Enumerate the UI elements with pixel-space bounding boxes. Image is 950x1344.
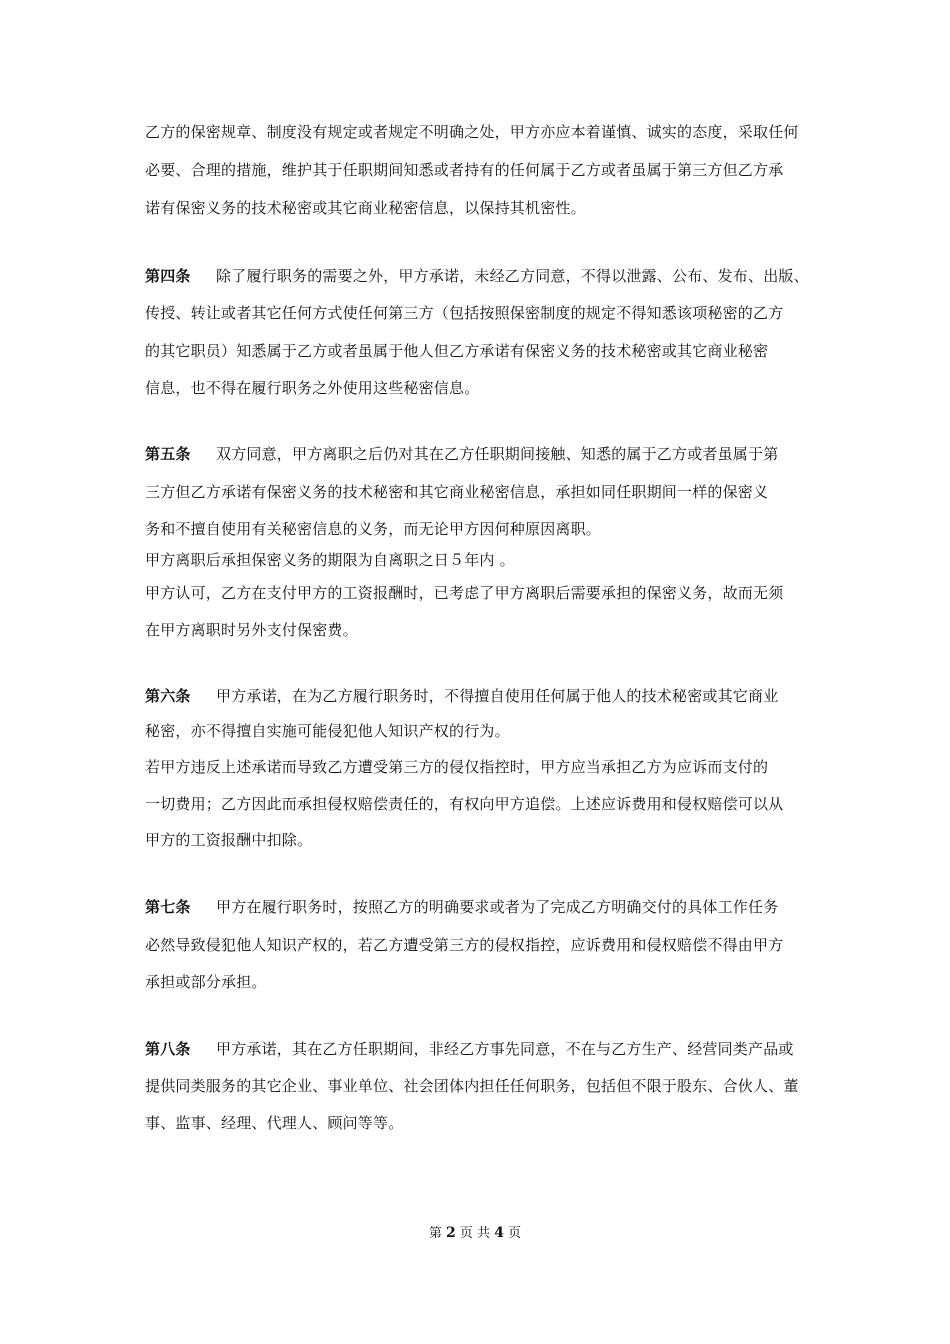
article-8-heading: 第八条	[145, 1040, 191, 1058]
footer-suffix: 页	[508, 1226, 522, 1241]
article-7-line-3: 承担或部分承担。	[145, 973, 267, 991]
article-7-text: 甲方在履行职务时，按照乙方的明确要求或者为了完成乙方明确交付的具体工作任务	[216, 898, 779, 916]
footer-prefix: 第	[428, 1226, 442, 1241]
article-4-line-4: 信息，也不得在履行职务之外使用这些秘密信息。	[145, 379, 480, 397]
article-7-heading: 第七条	[145, 898, 191, 916]
intro-line-1: 乙方的保密规章、制度没有规定或者规定不明确之处，甲方亦应本着谨慎、诚实的态度，采取任何	[145, 123, 799, 141]
article-5-line-3: 务和不擅自使用有关秘密信息的义务，而无论甲方因何种原因离职。	[145, 520, 602, 538]
article-4-line-1	[145, 266, 809, 286]
article-6-line-2: 秘密，亦不得擅自实施可能侵犯他人知识产权的行为。	[145, 722, 510, 740]
article-8-line-3: 事、监事、经理、代理人、顾问等等。	[145, 1114, 404, 1132]
article-5-text: 双方同意，甲方离职之后仍对其在乙方任职期间接触、知悉的属于乙方或者虽属于第	[216, 445, 779, 463]
article-4-text: 除了履行职务的需要之外，甲方承诺，未经乙方同意，不得以泄露、公布、发布、出版、	[216, 267, 809, 285]
page-footer	[0, 1224, 950, 1243]
article-5-line-4: 甲方离职后承担保密义务的期限为自离职之日５年内 。	[145, 551, 515, 569]
article-6-line-3: 若甲方违反上述承诺而导致乙方遭受第三方的侵仅指控时，甲方应当承担乙方为应诉而支付的	[145, 758, 769, 776]
article-6-line-1	[145, 686, 778, 706]
intro-line-3: 诺有保密义务的技术秘密或其它商业秘密信息，以保持其机密性。	[145, 199, 586, 217]
footer-middle: 页 共	[459, 1226, 491, 1241]
article-6-line-4: 一切费用；乙方因此而承担侵权赔偿责任的，有权向甲方追偿。上述应诉费用和侵权赔偿可以从	[145, 795, 784, 813]
article-4-line-3: 的其它职员）知悉属于乙方或者虽属于他人但乙方承诺有保密义务的技术秘密或其它商业秘密	[145, 342, 769, 360]
current-page-number: 2	[446, 1225, 456, 1241]
article-5-line-1	[145, 444, 778, 464]
article-8-text: 甲方承诺，其在乙方任职期间，非经乙方事先同意，不在与乙方生产、经营同类产品或	[216, 1040, 794, 1058]
article-4-line-2: 传授、转让或者其它任何方式使任何第三方（包括按照保密制度的规定不得知悉该项秘密的乙方	[145, 304, 784, 322]
article-8-line-2: 提供同类服务的其它企业、事业单位、社会团体内担任任何职务，包括但不限于股东、合伙人、董	[145, 1077, 799, 1095]
article-5-line-2: 三方但乙方承诺有保密义务的技术秘密和其它商业秘密信息，承担如同任职期间一样的保密义	[145, 483, 769, 501]
article-5-heading: 第五条	[145, 445, 191, 463]
article-4-heading: 第四条	[145, 267, 191, 285]
intro-line-2: 必要、合理的措施，维护其于任职期间知悉或者持有的任何属于乙方或者虽属于第三方但乙方承	[145, 161, 784, 179]
article-5-line-5: 甲方认可，乙方在支付甲方的工资报酬时，已考虑了甲方离职后需要承担的保密义务，故而无须	[145, 584, 784, 602]
total-page-number: 4	[494, 1225, 504, 1241]
article-6-text: 甲方承诺，在为乙方履行职务时，不得擅自使用任何属于他人的技术秘密或其它商业	[216, 687, 779, 705]
article-5-line-6: 在甲方离职时另外支付保密费。	[145, 621, 358, 639]
article-6-heading: 第六条	[145, 687, 191, 705]
article-7-line-1	[145, 897, 778, 917]
article-6-line-5: 甲方的工资报酬中扣除。	[145, 831, 313, 849]
article-8-line-1	[145, 1039, 794, 1059]
article-7-line-2: 必然导致侵犯他人知识产权的，若乙方遭受第三方的侵权指控，应诉费用和侵权赔偿不得由甲方	[145, 936, 784, 954]
